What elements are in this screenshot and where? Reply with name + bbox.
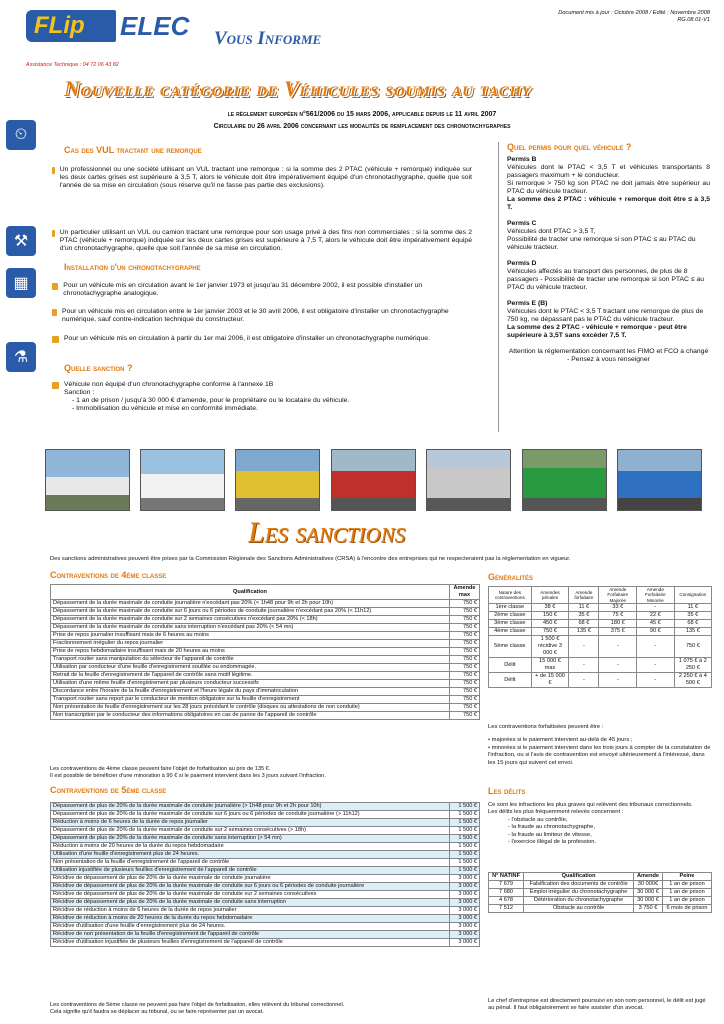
table-cell: 1 an de prison [662, 897, 711, 905]
table-cell: 1ère classe [489, 604, 532, 612]
installation-p3 [52, 335, 472, 343]
truck-photo [45, 449, 130, 511]
qualification-cell: Retrait de la feuille d'enregistrement de l'appareil de contrôle sans motif légitime. [51, 672, 450, 680]
table-row [489, 612, 712, 620]
amende-cell: 3 000 € [450, 875, 480, 883]
delits-intro [488, 802, 712, 846]
main-title: Nouvelle catégorie de Véhicules soumis au tachy [64, 76, 532, 101]
qualification-cell: Récidive d'utilisation injustifiée de plusieurs feuilles d'enregistrement de l'appareil de contrôle [51, 939, 450, 947]
table-row [51, 915, 480, 923]
contra4-title: Contraventions de 4ème classe [50, 570, 167, 580]
table-row [51, 851, 480, 859]
table-cell: - [569, 636, 599, 658]
qualification-cell: Récidive de dépassement de plus de 20% de la durée maximale de conduite sur 2 semaines consécutives [51, 891, 450, 899]
amende-cell: 750 € [450, 640, 480, 648]
column-header: Consignation [674, 587, 711, 604]
table-row [51, 843, 480, 851]
table-cell: 2 250 € à 4 500 € [674, 673, 711, 688]
logo [26, 10, 201, 48]
contra4-notes [50, 766, 326, 780]
qualification-cell: Prise de repos hebdomadaire insuffisant mais de 20 heures au moins [51, 648, 450, 656]
table-cell: + de 15 000 € [531, 673, 569, 688]
table-row [489, 620, 712, 628]
table-cell: 450 € [531, 620, 569, 628]
table-cell: 30 000 € [634, 897, 663, 905]
table-cell: 150 € [531, 612, 569, 620]
sanction-l4: - Immobilisation du véhicule et mise en conformité immédiate. [72, 405, 258, 412]
table-row [51, 656, 480, 664]
table-cell: - [637, 604, 675, 612]
table-cell: - [569, 658, 599, 673]
permis-b1: Véhicules dont le PTAC < 3,5 T et véhicules transportants 8 passagers maximum + le conducteur. [507, 164, 710, 179]
qualification-cell: Non transcription par le conducteur des informations obligatoires en cas de panne de l'appareil de contrôle [51, 712, 450, 720]
qualification-cell: Transport routier sans report par le conducteur de mention obligatoire sur la feuille d'enregistrement [51, 696, 450, 704]
amende-cell: 3 000 € [450, 915, 480, 923]
amende-cell: 1 500 € [450, 803, 480, 811]
amende-cell: 750 € [450, 648, 480, 656]
permis-b-title: Permis B [507, 156, 537, 163]
sanction-title: Quelle sanction ? [64, 363, 133, 373]
qualification-cell: Transport routier sans manipulation du sélecteur de l'appareil de contrôle [51, 656, 450, 664]
subtitle2: Circulaire du 26 avril 2006 concernant les modalités de remplacement des chronotachygraphes [213, 123, 511, 130]
contra4-table [50, 584, 480, 720]
truck-photo [331, 449, 416, 511]
sanction-lines [64, 381, 349, 413]
permis-title: Quel permis pour quel véhicule ? [507, 142, 632, 152]
permis-d-title: Permis D [507, 260, 537, 267]
table-cell: 33 € [599, 604, 637, 612]
qualification-cell: Dépassement de plus de 20% de la durée maximale de conduite sans interruption (> 54 mn) [51, 835, 450, 843]
table-cell: Délit [489, 673, 532, 688]
amende-cell: 3 000 € [450, 883, 480, 891]
table-cell: 90 € [637, 628, 675, 636]
sanction-l1: Véhicule non équipé d'un chronotachygraphe conforme à l'annexe 1B [64, 381, 274, 388]
table-row [489, 897, 712, 905]
permis-d1: Véhicules affectés au transport des personnes, de plus de 8 passagers - Possibilité de tracter une remorque si son PTAC ≤ au PTAC du véhicule tracteur. [507, 268, 705, 291]
table-row [489, 658, 712, 673]
amende-cell: 1 500 € [450, 827, 480, 835]
amende-cell: 3 000 € [450, 939, 480, 947]
delits-title: Les délits [488, 786, 526, 796]
qualification-cell: Discordance entre l'horaire de la feuille d'enregistrement et l'heure légale du pays d'immatriculation [51, 688, 450, 696]
truck-photo [617, 449, 702, 511]
amende-cell: 750 € [450, 688, 480, 696]
table-cell: 1 075 € à 2 250 € [674, 658, 711, 673]
contra5-title: Contraventions de 5ème classe [50, 785, 167, 795]
table-cell: Emploi irrégulier du chronotachygraphe [524, 889, 634, 897]
table-row [51, 899, 480, 907]
permis-e2: La somme des 2 PTAC - véhicule + remorque - peut être supérieure à 3,5T sans excéder 7,5 T. [507, 324, 687, 339]
table-row [51, 696, 480, 704]
delits-note: Le chef d'entreprise est directement poursuivi en son nom personnel, le délit est jugé au pénal. Il faut obligatoirement se faire assister d'un avocat. [488, 998, 706, 1012]
table-cell: - [637, 658, 675, 673]
table-cell: 4ème classe [489, 628, 532, 636]
sanction-block [52, 381, 472, 413]
table-row [51, 923, 480, 931]
subtitle1: le règlement européen n°561/2006 du 15 mars 2006, applicable depuis le 11 avril 2007 [227, 111, 497, 118]
generalites-table [488, 586, 712, 688]
table-cell: 35 € [569, 612, 599, 620]
truck-photo [140, 449, 225, 511]
table-row [51, 688, 480, 696]
qualification-cell: Dépassement de la durée maximale de conduite sur 2 semaines consécutives n'excédant pas 20% (< 18h) [51, 616, 450, 624]
table-cell: 30 000 € [634, 889, 663, 897]
delits-p2: Les délits les plus fréquemment relevés concernent : [488, 809, 624, 816]
table-cell: 35 € [674, 612, 711, 620]
table-row [51, 672, 480, 680]
table-cell: 2ème classe [489, 612, 532, 620]
qualification-cell: Récidive de réduction à moins de 6 heures de la durée de repos journalier [51, 907, 450, 915]
table-row [51, 859, 480, 867]
amende-cell: 750 € [450, 616, 480, 624]
list-item: - la fraude au chronotachygraphe, [508, 824, 596, 831]
cas-vul-title: Cas des VUL tractant une remorque [64, 145, 202, 155]
table-cell: 45 € [637, 620, 675, 628]
truck-photo [522, 449, 607, 511]
cas-vul-p1-text: Un professionnel ou une société utilisant un VUL tractant une remorque : si la somme des 2 PTAC (véhicule + remorque) indiquée sur les deux cartes grises est supérieure à 3,5 T, alors le véhicule doit être impérativement équipé d'un chronotachygraphe, quelle que soit l'année de sa mise en circulation (sous réserve qu'il ne fasse pas partie des exclusions). [59, 166, 472, 189]
qualification-cell: Fractionnement irrégulier du repos journalier [51, 640, 450, 648]
table-cell: 6 mois de prison [662, 905, 711, 913]
contra5-note1: Les contraventions de 5ème classe ne peuvent pas faire l'objet de forfaitisation, elles relèvent du tribunal correctionnel. [50, 1002, 345, 1008]
contra4-note2: Il est possible de bénéficier d'une minoration à 90 € si le paiement intervient dans les 3 jours suivant l'infraction. [50, 773, 326, 779]
amende-cell: 1 500 € [450, 843, 480, 851]
table-cell: 3ème classe [489, 620, 532, 628]
amende-cell: 750 € [450, 680, 480, 688]
amende-cell: 3 000 € [450, 899, 480, 907]
table-row [51, 600, 480, 608]
amende-cell: 1 500 € [450, 811, 480, 819]
qualification-cell: Récidive de dépassement de plus de 20% de la durée maximale de conduite sans interruption [51, 899, 450, 907]
logo-flip: FLip [26, 10, 116, 42]
delits-table [488, 872, 712, 913]
qualification-cell: Prise de repos journalier insuffisant mais de 6 heures au moins [51, 632, 450, 640]
table-cell: 11 € [569, 604, 599, 612]
bullet-icon [52, 283, 58, 290]
table-row [51, 875, 480, 883]
delits-p1: Ce sont les infractions les plus graves qui relèvent des tribunaux correctionnels. [488, 802, 693, 808]
column-header: Amendes pénales [531, 587, 569, 604]
table-row [489, 889, 712, 897]
column-header: Qualification [524, 873, 634, 881]
column-header: Amende forfaitaire [569, 587, 599, 604]
qualification-cell: Utilisation injustifiée de plusieurs feuilles d'enregistrement de l'appareil de contrôle [51, 867, 450, 875]
table-cell: - [637, 673, 675, 688]
table-row [489, 673, 712, 688]
qualification-cell: Réduction à moins de 6 heures de la durée de repos journalier [51, 819, 450, 827]
permis-d [507, 260, 710, 292]
truck-photo [235, 449, 320, 511]
qualification-cell: Non présentation de la feuille d'enregistrement de l'appareil de contrôle [51, 859, 450, 867]
permis-column [498, 142, 710, 432]
amende-cell: 750 € [450, 696, 480, 704]
table-row [51, 664, 480, 672]
table-cell: 135 € [674, 628, 711, 636]
contra4-note1: Les contraventions de 4ème classe peuvent faire l'objet de forfaitisation au prix de 135 €. [50, 766, 271, 772]
table-row [51, 939, 480, 947]
installation-p2 [52, 308, 472, 324]
amende-cell: 3 000 € [450, 891, 480, 899]
table-cell: Falsification des documents de contrôle [524, 881, 634, 889]
qualification-cell: Récidive de dépassement de plus de 20% de la durée maximale de conduite journalière [51, 875, 450, 883]
qualification-cell: Utilisation d'une même feuille d'enregistrement par plusieurs conducteur successifs [51, 680, 450, 688]
calendar-icon: ▦ [6, 268, 36, 298]
permis-c [507, 220, 710, 252]
amende-cell: 750 € [450, 624, 480, 632]
table-row [51, 867, 480, 875]
sanctions-title: Les sanctions [248, 516, 406, 549]
table-row [51, 704, 480, 712]
amende-cell: 750 € [450, 664, 480, 672]
table-cell: 1 an de prison [662, 889, 711, 897]
bullet-icon [52, 167, 55, 174]
table-cell: 15 000 € max [531, 658, 569, 673]
permis-b3: La somme des 2 PTAC : véhicule + remorque doit être ≤ à 3,5 T. [507, 196, 710, 211]
vous-informe: Vous Informe [214, 28, 322, 49]
amende-cell: 750 € [450, 704, 480, 712]
table-row [51, 819, 480, 827]
table-cell: Délit [489, 658, 532, 673]
qualification-cell: Récidive de dépassement de plus de 20% de la durée maximale de conduite sur 6 jours ou 6 périodes de conduite journalière [51, 883, 450, 891]
table-cell: 22 € [637, 612, 675, 620]
sanctions-intro: Des sanctions administratives peuvent être prises par la Commission Régionale des Sanctions Administratives (CRSA) à l'encontre des entreprises qui ne respecteraient pas la réglementation en vigueur. [50, 556, 571, 562]
column-header: Amende [634, 873, 663, 881]
table-row [51, 811, 480, 819]
table-cell: 11 € [674, 604, 711, 612]
column-header: Peine [662, 873, 711, 881]
permis-e-title: Permis E (B) [507, 300, 548, 307]
table-row [51, 883, 480, 891]
sanction-l3: - 1 an de prison / jusqu'à 30 000 € d'amende, pour le propriétaire ou le locataire du véhicule. [72, 397, 350, 404]
contra5-notes [50, 1002, 344, 1016]
table-row [51, 640, 480, 648]
table-cell: 1 500 € récidive 3 000 € [531, 636, 569, 658]
table-cell: 38 € [531, 604, 569, 612]
sanction-l2: Sanction : [64, 389, 95, 396]
qualification-cell: Dépassement de plus de 20% de la durée maximale de conduite sur 2 semaines consécutives (> 18h) [51, 827, 450, 835]
amende-cell: 3 000 € [450, 931, 480, 939]
cas-vul-p2 [52, 229, 472, 253]
column-header: Amende Forfaitaire Majorée [599, 587, 637, 604]
table-cell: 180 € [599, 620, 637, 628]
bullet-icon [52, 382, 59, 389]
amende-cell: 1 500 € [450, 819, 480, 827]
table-row [489, 628, 712, 636]
qualification-cell: Récidive d'utilisation d'une feuille d'enregistrement plus de 24 heures. [51, 923, 450, 931]
amende-cell: 3 000 € [450, 907, 480, 915]
table-row [51, 835, 480, 843]
contra5-table [50, 802, 480, 947]
clock-icon: ⏲ [6, 120, 36, 150]
installation-title: Installation d'un chronotachygraphe [64, 262, 201, 272]
permis-c1: Véhicules dont PTAC > 3,5 T, [507, 228, 596, 235]
column-header: Nature des contraventions [489, 587, 532, 604]
list-item: - l'obstacle au contrôle, [508, 816, 568, 823]
table-cell: 5ème classe [489, 636, 532, 658]
table-cell: Détérioration du chronotachygraphe [524, 897, 634, 905]
table-cell: - [599, 658, 637, 673]
amende-cell: 750 € [450, 632, 480, 640]
installation-p1-text: Pour un véhicule mis en circulation avant le 1er janvier 1973 et jusqu'au 31 décembre 2002, il est possible d'installer un chronotachygraphe analogique. [63, 282, 423, 297]
amende-cell: 1 500 € [450, 835, 480, 843]
qualification-cell: Récidive de réduction à moins de 20 heures de la durée du repos hebdomadaire [51, 915, 450, 923]
table-row [51, 803, 480, 811]
cas-vul-p2-text: Un particulier utilisant un VUL ou camion tractant une remorque pour son usage privé à des fins non commerciales : si la somme des 2 PTAC (véhicule + remorque) indiquée sur les deux cartes grises est supérieure à 7,5 T, alors le véhicule doit être impérativement équipé d'un chronotachygraphe, quelle que soit l'année de sa mise en circulation. [59, 229, 472, 252]
generalites-note3: • minorées si le paiement intervient dans les trois jours à compter de la constatation de l'infraction, ou si l'avis de contravention est envoyé ultérieurement à l'intéressé, dans les 15 jours qui suivent cet envoi. [488, 744, 711, 766]
permis-c2: Possibilité de tracter une remorque si son PTAC ≤ au PTAC du véhicule tracteur. [507, 236, 696, 251]
table-row [51, 680, 480, 688]
table-cell: 750 € [674, 636, 711, 658]
table-cell: 3 750 € [634, 905, 663, 913]
amende-cell: 3 000 € [450, 923, 480, 931]
column-header: N° NATINF [489, 873, 524, 881]
qualification-cell: Récidive de non présentation de la feuille d'enregistrement de l'appareil de contrôle [51, 931, 450, 939]
worker-icon: ⚒ [6, 226, 36, 256]
table-cell: 7 512 [489, 905, 524, 913]
permis-b [507, 156, 710, 212]
amende-cell: 750 € [450, 600, 480, 608]
amende-cell: 750 € [450, 712, 480, 720]
qualification-cell: Utilisation par conducteur d'une feuille d'enregistrement souillée ou endommagée. [51, 664, 450, 672]
doc-meta-line1: Document mis à jour : Octobre 2008 / Edité : Novembre 2008 [558, 10, 710, 16]
table-cell: 30 000€ [634, 881, 663, 889]
cas-vul-p1 [52, 166, 472, 190]
table-row [489, 905, 712, 913]
permis-e1: Véhicules dont le PTAC < 3,5 T tractant une remorque de plus de 750 kg, ne dépassant pas le PTAC du véhicule tracteur. [507, 308, 704, 323]
table-cell: 7 679 [489, 881, 524, 889]
amende-cell: 750 € [450, 608, 480, 616]
list-item: - la fraude au limiteur de vitesse, [508, 831, 592, 838]
bullet-icon [52, 336, 59, 343]
amende-cell: 1 500 € [450, 859, 480, 867]
table-row [51, 632, 480, 640]
installation-p2-text: Pour un véhicule mis en circulation entre le 1er janvier 2003 et le 30 avril 2006, il est obligatoire d'installer un chronotachygraphe numérique, sauf contre-indication technique du constructeur. [62, 308, 449, 323]
table-row [51, 931, 480, 939]
truck-photo [426, 449, 511, 511]
doc-meta-line2: RG.08.01-V1 [677, 17, 710, 23]
delits-items [488, 817, 712, 847]
column-header: Amende Forfaitaire Minorée [637, 587, 675, 604]
table-cell: 375 € [599, 628, 637, 636]
assistance-line: Assistance Technique : 04 72 06 43 82 [26, 62, 119, 68]
amende-cell: 750 € [450, 672, 480, 680]
installation-p3-text: Pour un véhicule mis en circulation à partir du 1er mai 2006, il est obligatoire d'installer un chronotachygraphe numérique. [64, 335, 430, 342]
table-row [51, 624, 480, 632]
table-cell: - [599, 673, 637, 688]
bullet-icon [52, 230, 55, 237]
amende-cell: 1 500 € [450, 867, 480, 875]
table-row [489, 636, 712, 658]
table-row [51, 891, 480, 899]
permis-b2: Si remorque > 750 kg son PTAC ne doit jamais être supérieur au PTAC du véhicule tracteur. [507, 180, 710, 195]
table-cell: 68 € [569, 620, 599, 628]
amende-cell: 750 € [450, 656, 480, 664]
contra5-note2: Cela signifie qu'il faudra se déplacer au tribunal, ou se faire représenter par un avocat. [50, 1009, 264, 1015]
table-cell: 75 € [599, 612, 637, 620]
scaffold-icon: ⚗ [6, 342, 36, 372]
table-cell: 1 an de prison [662, 881, 711, 889]
logo-elec: ELEC [120, 11, 190, 41]
table-row [51, 712, 480, 720]
generalites-notes [488, 724, 712, 767]
table-cell: 135 € [569, 628, 599, 636]
table-cell: 750 € [531, 628, 569, 636]
installation-p1 [52, 282, 472, 298]
qualification-cell: Dépassement de plus de 20% de la durée maximale de conduite sur 6 jours ou 6 périodes de conduite journalière (> 11h12) [51, 811, 450, 819]
doc-meta [558, 10, 710, 24]
table-cell: 68 € [674, 620, 711, 628]
generalites-title: Généralités [488, 572, 534, 582]
qualification-cell: Dépassement de la durée maximale de conduite sans interruption n'excédant pas 20% (< 54 mn) [51, 624, 450, 632]
contra4-head-qual: Qualification [51, 585, 450, 600]
qualification-cell: Dépassement de la durée maximale de conduite journalière n'excédant pas 20% (< 1h48 pour 9h et 2h pour 10h) [51, 600, 450, 608]
permis-note: Attention la réglementation concernant les FIMO et FCO a changé - Pensez à vous renseigner [508, 348, 709, 363]
table-row [51, 616, 480, 624]
table-row [51, 827, 480, 835]
bullet-icon [52, 309, 57, 316]
qualification-cell: Réduction à moins de 20 heures de la durée du repos hebdomadaire [51, 843, 450, 851]
table-row [51, 608, 480, 616]
contra4-head-amende: Amende max [450, 585, 480, 600]
table-row [489, 604, 712, 612]
table-row [51, 907, 480, 915]
list-item: - l'exercice illégal de la profession. [508, 839, 597, 846]
permis-e [507, 300, 710, 340]
table-cell: - [599, 636, 637, 658]
amende-cell: 1 500 € [450, 851, 480, 859]
table-row [489, 881, 712, 889]
table-cell: - [637, 636, 675, 658]
generalites-note1: Les contraventions forfaitisées peuvent être : [488, 724, 604, 730]
table-row [51, 648, 480, 656]
table-cell: Obstacle au contrôle [524, 905, 634, 913]
table-cell: 7 680 [489, 889, 524, 897]
permis-c-title: Permis C [507, 220, 537, 227]
generalites-note2: • majorées si le paiement intervient au-delà de 45 jours ; [488, 737, 633, 744]
table-cell: 4 678 [489, 897, 524, 905]
qualification-cell: Non présentation de feuille d'enregistrement sur les 28 jours précédant le contrôle (disques ou attestations de non conduite) [51, 704, 450, 712]
qualification-cell: Utilisation d'une feuille d'enregistrement plus de 24 heures. [51, 851, 450, 859]
qualification-cell: Dépassement de la durée maximale de conduite sur 6 jours ou 6 périodes de conduite journalière n'excédant pas 20% (< 11h12) [51, 608, 450, 616]
table-cell: - [569, 673, 599, 688]
qualification-cell: Dépassement de plus de 20% de la durée maximale de conduite journalière (> 1h48 pour 9h et 2h pour 10h) [51, 803, 450, 811]
